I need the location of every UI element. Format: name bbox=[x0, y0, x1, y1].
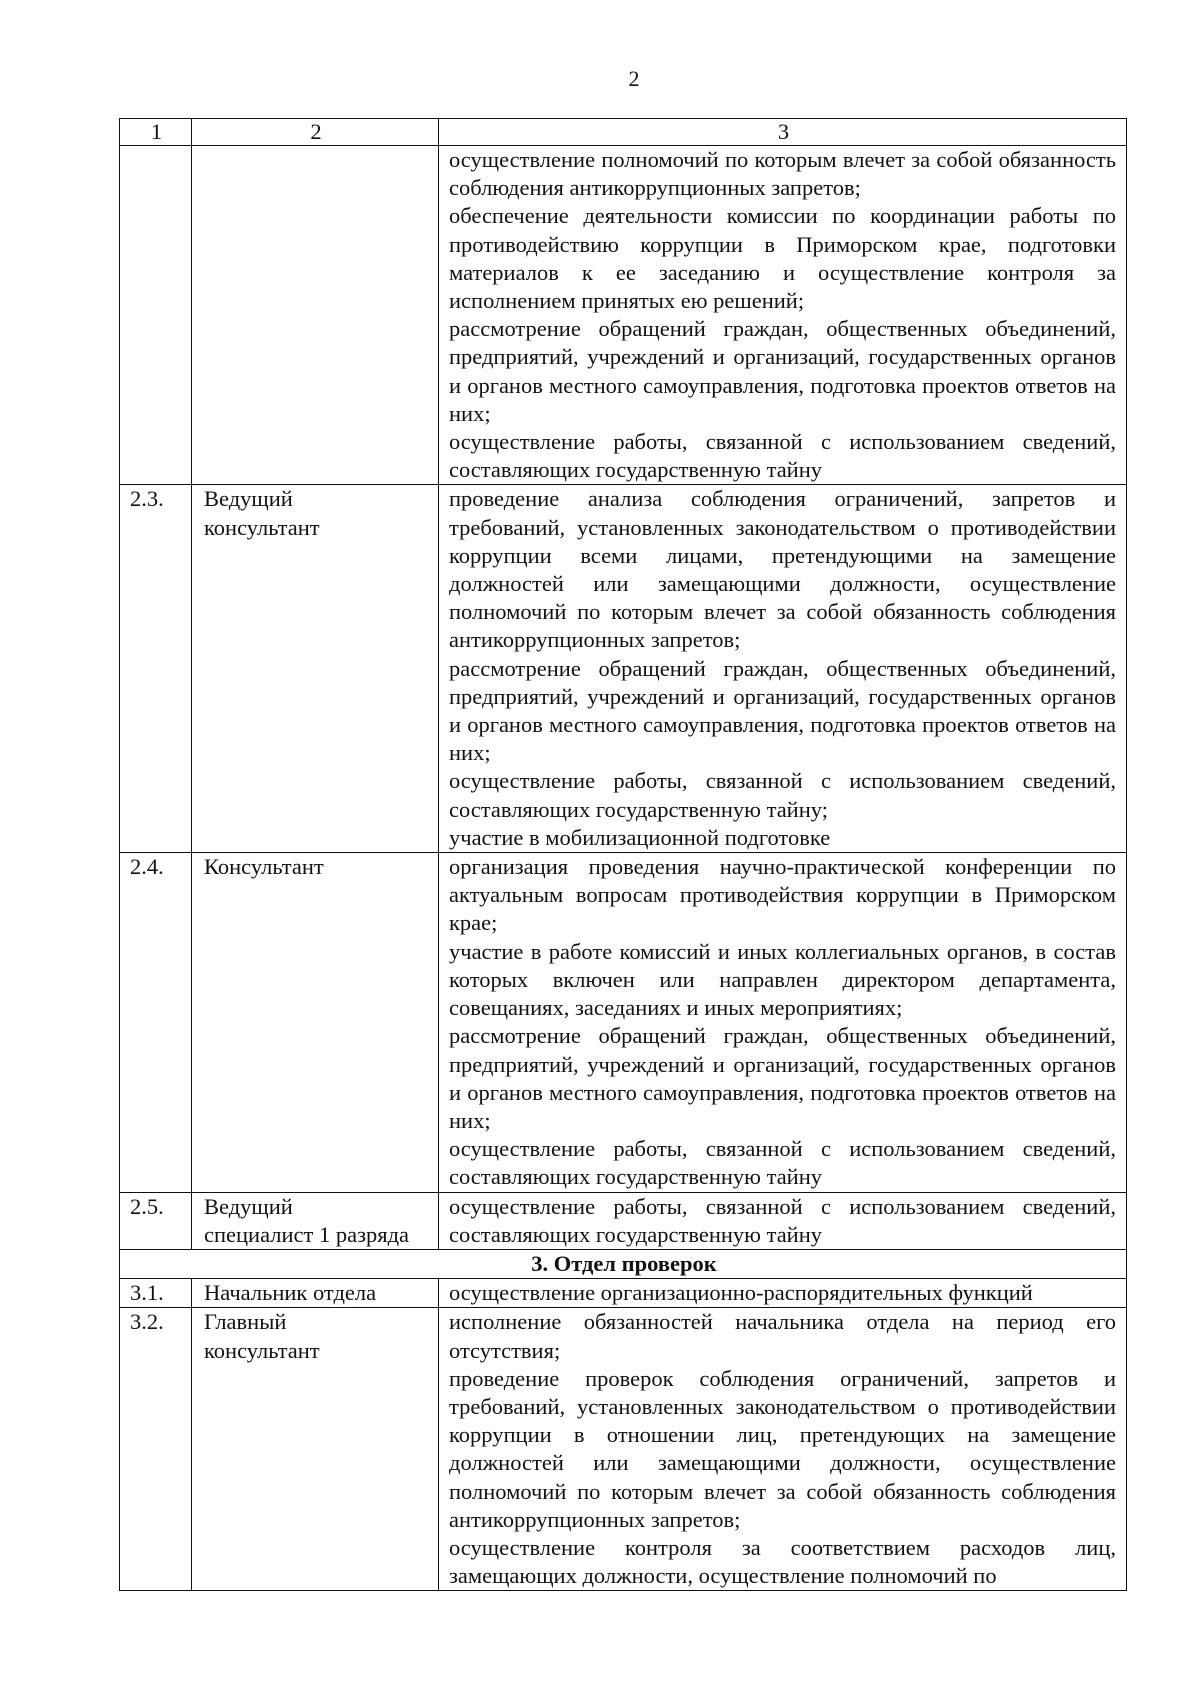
duties-cell bbox=[439, 1279, 1127, 1308]
section-title: 3. Отдел проверок bbox=[120, 1249, 1127, 1278]
position-cell bbox=[192, 485, 439, 853]
table-row bbox=[120, 1308, 1127, 1591]
duty-paragraph: осуществление полномочий по которым влечет за собой обязанность соблюдения антикоррупционных запретов; bbox=[449, 147, 1116, 201]
duty-paragraph: организация проведения научно-практической конференции по актуальным вопросам противодействия коррупции в Приморском крае; bbox=[449, 854, 1116, 936]
header-col-1: 1 bbox=[120, 119, 192, 146]
duties-table bbox=[119, 118, 1127, 1591]
position-title-line: консультант bbox=[204, 1337, 320, 1363]
row-number: 3.1. bbox=[120, 1279, 192, 1308]
duty-paragraph: рассмотрение обращений граждан, общественных объединений, предприятий, учреждений и организаций, государственных органов и органов местного самоуправления, подготовка проектов ответов на них; bbox=[449, 1023, 1116, 1133]
position-title-line: специалист 1 разряда bbox=[204, 1221, 410, 1247]
duty-paragraph: осуществление работы, связанной с использованием сведений, составляющих государственную тайну; bbox=[449, 768, 1116, 822]
position-title-line: Ведущий bbox=[204, 1193, 293, 1219]
header-col-2: 2 bbox=[192, 119, 439, 146]
row-number bbox=[120, 146, 192, 485]
duty-paragraph: рассмотрение обращений граждан, общественных объединений, предприятий, учреждений и организаций, государственных органов и органов местного самоуправления, подготовка проектов ответов на них; bbox=[449, 316, 1116, 426]
duty-paragraph: осуществление работы, связанной с использованием сведений, составляющих государственную тайну bbox=[449, 429, 1116, 483]
position-cell bbox=[192, 146, 439, 485]
table-row bbox=[120, 485, 1127, 853]
position-title-line: Консультант bbox=[204, 854, 324, 880]
duties-cell bbox=[439, 146, 1127, 485]
position-cell bbox=[192, 853, 439, 1192]
duty-paragraph: рассмотрение обращений граждан, общественных объединений, предприятий, учреждений и организаций, государственных органов и органов местного самоуправления, подготовка проектов ответов на них; bbox=[449, 655, 1116, 766]
table-row bbox=[120, 146, 1127, 485]
table-row bbox=[120, 1279, 1127, 1308]
table-header-row bbox=[120, 119, 1127, 146]
row-number: 2.4. bbox=[120, 853, 192, 1192]
duty-paragraph: участие в мобилизационной подготовке bbox=[449, 824, 831, 850]
row-number: 3.2. bbox=[120, 1308, 192, 1591]
position-cell bbox=[192, 1308, 439, 1591]
duties-cell bbox=[439, 853, 1127, 1192]
duty-paragraph: участие в работе комиссий и иных коллегиальных органов, в состав которых включен или направлен директором департамента, совещаниях, заседаниях и иных мероприятиях; bbox=[449, 938, 1116, 1021]
header-col-3: 3 bbox=[439, 119, 1127, 146]
duty-paragraph: осуществление работы, связанной с использованием сведений, составляющих государственную тайну bbox=[449, 1193, 1116, 1247]
duty-paragraph: осуществление работы, связанной с использованием сведений, составляющих государственную тайну bbox=[449, 1136, 1116, 1190]
table-row bbox=[120, 853, 1127, 1192]
duty-paragraph: обеспечение деятельности комиссии по координации работы по противодействию коррупции в Приморском крае, подготовки материалов к ее заседанию и осуществление контроля за исполнением принятых ею решений; bbox=[449, 203, 1116, 314]
duty-paragraph: осуществление организационно-распорядительных функций bbox=[449, 1280, 1033, 1306]
position-title-line: Ведущий bbox=[204, 486, 293, 512]
position-title-line: Главный bbox=[204, 1309, 287, 1335]
page-number: 2 bbox=[628, 66, 640, 91]
duty-paragraph: проведение проверок соблюдения ограничений, запретов и требований, установленных законодательством о противодействии коррупции в отношении лиц, претендующих на замещение должностей или замещающими должности, осуществление полномочий по которым влечет за собой обязанность соблюдения антикоррупционных запретов; bbox=[449, 1365, 1116, 1532]
position-title-line: Начальник отдела bbox=[204, 1280, 377, 1306]
table-row bbox=[120, 1192, 1127, 1249]
duties-cell bbox=[439, 1308, 1127, 1591]
section-row bbox=[120, 1249, 1127, 1278]
duty-paragraph: исполнение обязанностей начальника отдела на период его отсутствия; bbox=[449, 1309, 1116, 1363]
duties-cell bbox=[439, 1192, 1127, 1249]
duty-paragraph: осуществление контроля за соответствием расходов лиц, замещающих должности, осуществление полномочий по bbox=[449, 1534, 1116, 1589]
duties-cell bbox=[439, 485, 1127, 853]
duty-paragraph: проведение анализа соблюдения ограничений, запретов и требований, установленных законодательством о противодействии коррупции всеми лицами, претендующими на замещение должностей или замещающими должности, осуществление полномочий по которым влечет за собой обязанность соблюдения антикоррупционных запретов; bbox=[449, 486, 1116, 653]
row-number: 2.5. bbox=[120, 1192, 192, 1249]
row-number: 2.3. bbox=[120, 485, 192, 853]
position-cell bbox=[192, 1279, 439, 1308]
position-cell bbox=[192, 1192, 439, 1249]
position-title-line: консультант bbox=[204, 514, 320, 540]
